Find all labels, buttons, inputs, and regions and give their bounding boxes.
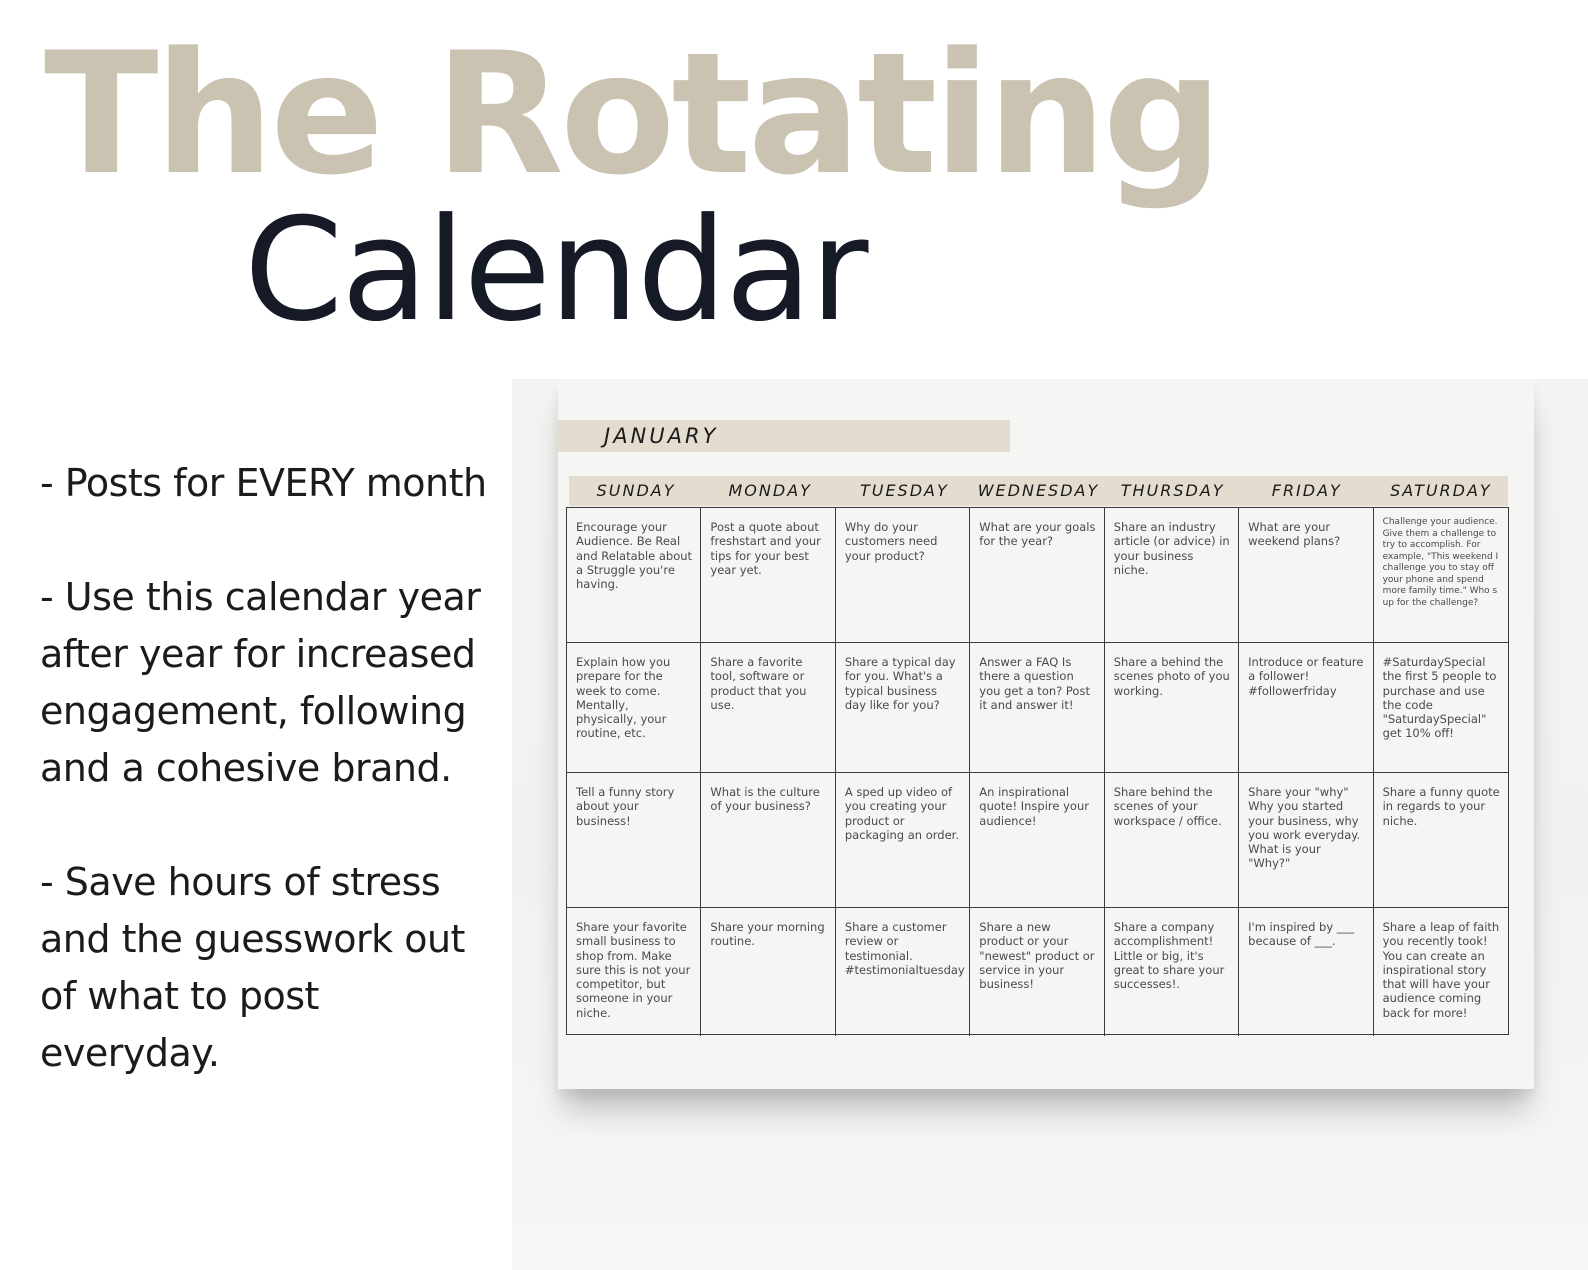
calendar-cell: Tell a funny story about your business! <box>567 773 701 908</box>
calendar-cell: Share a new product or your "newest" product or service in your business! <box>970 908 1104 1036</box>
page-subtitle: Calendar <box>244 188 867 353</box>
weekday-monday: MONDAY <box>728 481 812 500</box>
month-banner <box>558 420 1010 452</box>
calendar-cell: Explain how you prepare for the week to come. Mentally, physically, your routine, etc. <box>567 643 701 773</box>
feature-item: - Use this calendar year after year for increased engagement, following and a cohesive brand. <box>40 575 481 790</box>
page-title: The Rotating <box>44 16 1219 212</box>
calendar-cell: Challenge your audience. Give them a challenge to try to accomplish. For example, "This weekend I challenge you to stay off your phone and spend more family time." Who s up for the challenge? <box>1374 508 1508 643</box>
calendar-cell: Share a behind the scenes photo of you working. <box>1105 643 1239 773</box>
calendar-cell: Share your "why" Why you started your business, why you work everyday. What is your "Why?" <box>1239 773 1373 908</box>
weekday-sunday: SUNDAY <box>596 481 676 500</box>
calendar-cell: Share a favorite tool, software or product that you use. <box>701 643 835 773</box>
calendar-cell: I'm inspired by ___ because of ___. <box>1239 908 1373 1036</box>
weekday-wednesday: WEDNESDAY <box>977 481 1100 500</box>
calendar-cell: Share a funny quote in regards to your niche. <box>1374 773 1508 908</box>
weekday-thursday: THURSDAY <box>1120 481 1225 500</box>
feature-item: - Posts for EVERY month <box>40 461 487 505</box>
weekday-friday: FRIDAY <box>1271 481 1342 500</box>
calendar-sheet <box>558 379 1534 1089</box>
feature-item: - Save hours of stress and the guesswork out of what to post everyday. <box>40 860 465 1075</box>
month-label: JANUARY <box>604 424 719 448</box>
calendar-cell: Share your morning routine. <box>701 908 835 1036</box>
weekday-tuesday: TUESDAY <box>859 481 949 500</box>
calendar-cell: #SaturdaySpecial the first 5 people to purchase and use the code "SaturdaySpecial" get 10% off! <box>1374 643 1508 773</box>
calendar-cell: Encourage your Audience. Be Real and Relatable about a Struggle you're having. <box>567 508 701 643</box>
weekday-header <box>569 476 1508 506</box>
calendar-cell: Share a company accomplishment! Little or big, it's great to share your successes!. <box>1105 908 1239 1036</box>
calendar-cell: What are your weekend plans? <box>1239 508 1373 643</box>
calendar-cell: Introduce or feature a follower! #followerfriday <box>1239 643 1373 773</box>
calendar-cell: Share your favorite small business to shop from. Make sure this is not your competitor, but someone in your niche. <box>567 908 701 1036</box>
calendar-cell: Answer a FAQ Is there a question you get a ton? Post it and answer it! <box>970 643 1104 773</box>
calendar-cell: Post a quote about freshstart and your tips for your best year yet. <box>701 508 835 643</box>
calendar-grid <box>566 507 1509 1035</box>
calendar-cell: Why do your customers need your product? <box>836 508 970 643</box>
calendar-cell: Share a customer review or testimonial. #testimonialtuesday <box>836 908 970 1036</box>
feature-list <box>40 455 500 1082</box>
calendar-cell: Share an industry article (or advice) in your business niche. <box>1105 508 1239 643</box>
calendar-cell: Share a typical day for you. What's a typical business day like for you? <box>836 643 970 773</box>
calendar-cell: An inspirational quote! Inspire your audience! <box>970 773 1104 908</box>
weekday-saturday: SATURDAY <box>1390 481 1492 500</box>
calendar-photo <box>512 379 1588 1270</box>
calendar-cell: A sped up video of you creating your product or packaging an order. <box>836 773 970 908</box>
calendar-cell: Share behind the scenes of your workspace / office. <box>1105 773 1239 908</box>
calendar-cell: Share a leap of faith you recently took! You can create an inspirational story that will have your audience coming back for more! <box>1382 920 1500 1020</box>
calendar-cell: What is the culture of your business? <box>701 773 835 908</box>
calendar-cell: What are your goals for the year? <box>970 508 1104 643</box>
